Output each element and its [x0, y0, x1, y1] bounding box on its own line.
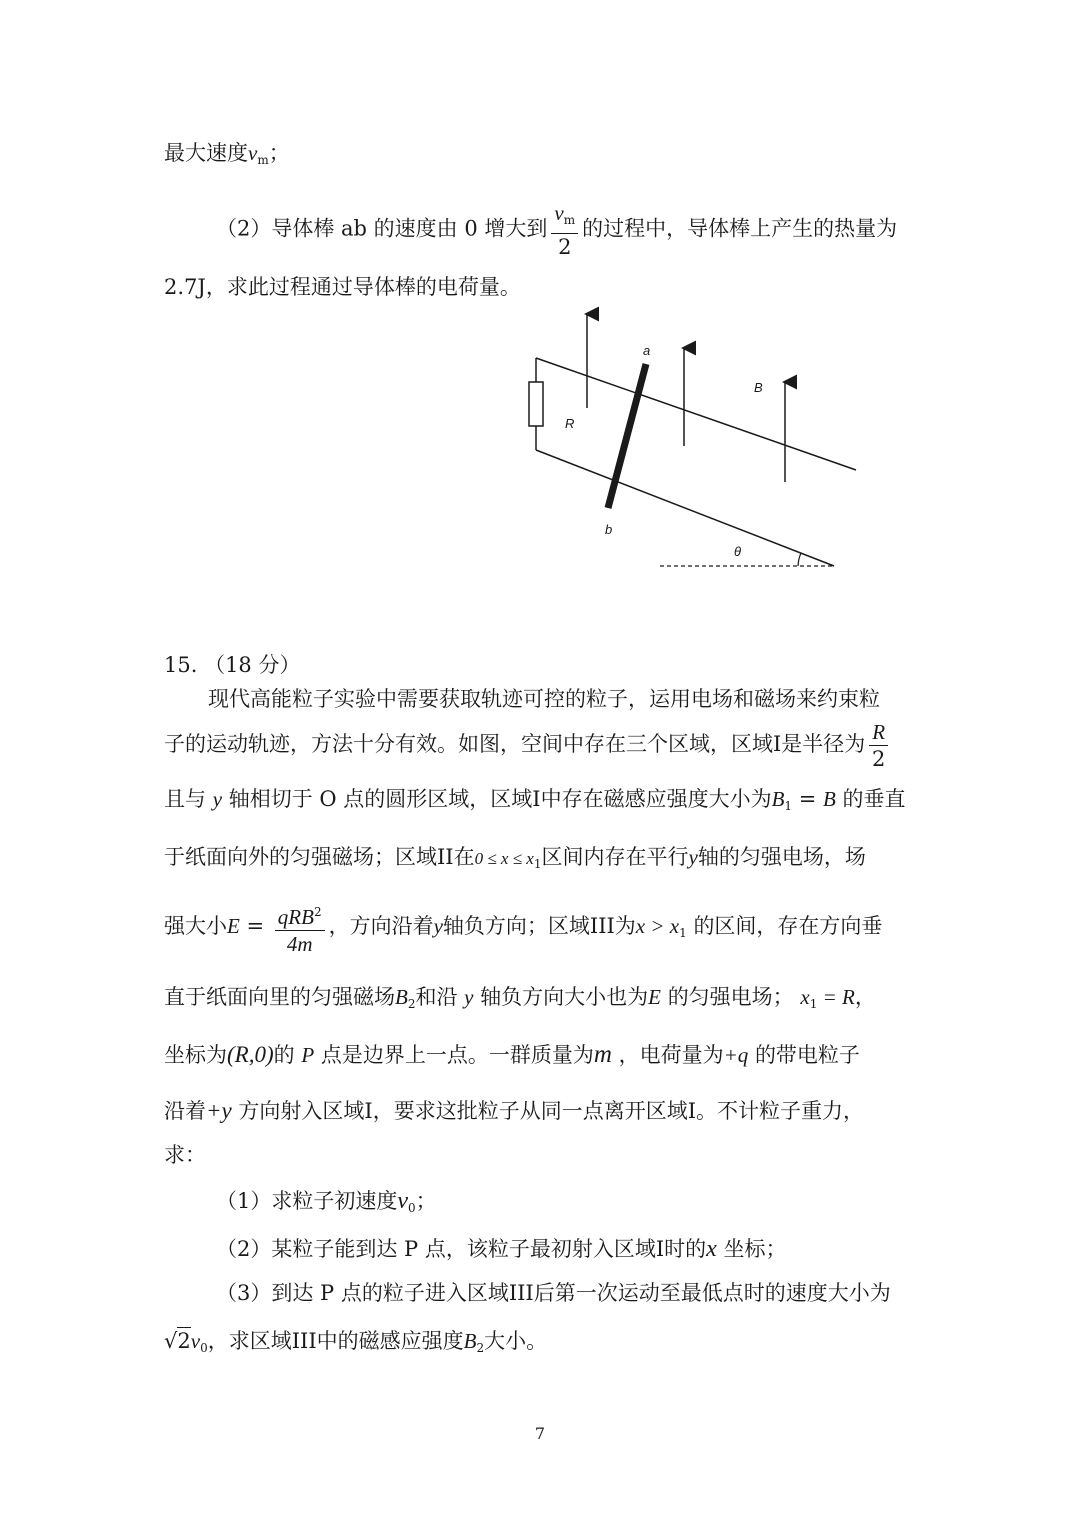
vm-sub: m [257, 153, 269, 167]
label-a: a [643, 343, 651, 358]
text: ，求区域III中的磁感应强度 [207, 1329, 464, 1353]
text: 的过程中，导体棒上产生的热量为 [582, 216, 898, 241]
text: B [771, 787, 785, 811]
text: 大小。 [484, 1329, 548, 1353]
text: 最大速度 [164, 141, 248, 165]
text: 2 [872, 747, 886, 771]
text: 1 [784, 799, 793, 813]
text: 且与 [164, 787, 206, 811]
q15-line4 [164, 842, 866, 879]
text: B [823, 787, 836, 811]
text: 0 [200, 1341, 208, 1355]
fraction-field-strength [275, 899, 325, 957]
fraction-vm-over-2 [551, 200, 578, 260]
text: 坐标； [723, 1237, 787, 1261]
q15-part3-cont [164, 1326, 547, 1363]
text: （1）求粒子初速度 [216, 1189, 398, 1213]
text: 区间内存在平行 [541, 845, 689, 869]
text: 0 [408, 1201, 416, 1215]
text: +q [723, 1043, 749, 1067]
text: 轴相切于 O 点的圆形区域，区域I中存在磁感应强度大小为 [228, 787, 772, 811]
sqrt-sign: √ [164, 1329, 178, 1353]
text: v [397, 1188, 409, 1214]
q15-line6 [164, 982, 876, 1019]
fraction-R-over-2 [869, 719, 888, 772]
angle-arc [798, 553, 801, 566]
text: 直于纸面向里的匀强磁场 [164, 985, 395, 1009]
text: 2 [558, 235, 572, 259]
text: （3）到达 P 点的粒子进入区域III后第一次运动至最低点时的速度大小为 [216, 1281, 891, 1305]
text: 2 [313, 904, 322, 919]
text: y [688, 845, 698, 869]
page-number: 7 [534, 1424, 546, 1443]
text: 1 [809, 997, 818, 1011]
text: = [239, 914, 271, 938]
q15-part3 [216, 1278, 891, 1308]
inclined-rails-diagram [520, 300, 880, 590]
lower-rail [536, 450, 834, 566]
text: v [554, 201, 564, 225]
text: (R,0) [227, 1042, 274, 1067]
q14-part2 [216, 200, 897, 260]
q15-part2 [216, 1234, 786, 1264]
text: x > x [635, 914, 680, 938]
label-R: R [565, 416, 575, 431]
text: ， [854, 985, 876, 1009]
text: 轴负方向；区域III为 [442, 914, 636, 938]
text: 和沿 [415, 985, 458, 1009]
q15-line8 [164, 1096, 864, 1126]
text: qRB [277, 904, 314, 929]
q15-line1 [208, 684, 880, 714]
text: 4m [286, 931, 313, 956]
q15-header [164, 650, 300, 680]
text: 现代高能粒子实验中需要获取轨迹可控的粒子，运用电场和磁场来约束粒 [208, 687, 880, 711]
text: 0 ≤ x ≤ x [474, 849, 534, 868]
text: B [463, 1329, 477, 1353]
text: 的带电粒子 [754, 1043, 860, 1067]
text: B [395, 985, 408, 1009]
text: = [792, 787, 823, 811]
text: ； [415, 1189, 437, 1213]
text: ，电荷量为 [618, 1043, 724, 1067]
text: m [593, 1041, 612, 1068]
label-B: B [754, 380, 763, 395]
q15-line7 [164, 1040, 860, 1070]
text: 轴的匀强电场，场 [697, 845, 866, 869]
vm-symbol: v [248, 141, 258, 165]
upper-rail [536, 358, 856, 470]
text: 15. （18 分） [164, 653, 301, 677]
text: 轴负方向大小也为 [480, 985, 649, 1009]
text: y [433, 914, 443, 938]
text: 的匀强电场； [667, 985, 794, 1009]
text: v [190, 1329, 201, 1353]
text: 强大小 [164, 914, 227, 938]
q14-line-max-speed [164, 138, 290, 175]
text: （2）某粒子能到达 P 点，该粒子最初射入区域I时的 [216, 1237, 707, 1261]
text: x [800, 985, 810, 1009]
text: m [563, 213, 576, 227]
label-theta: θ [734, 544, 742, 559]
text: = R [817, 985, 855, 1009]
text: ，方向沿着 [328, 914, 434, 938]
text: 坐标为 [164, 1043, 227, 1067]
text: 的区间，存在方向垂 [693, 914, 883, 938]
label-b: b [605, 522, 613, 537]
text: 2 [177, 1329, 191, 1353]
text: 方向射入区域I，要求这批粒子从同一点离开区域I。不计粒子重力， [238, 1099, 865, 1123]
text: 沿着 [164, 1099, 206, 1123]
text: E [227, 914, 240, 938]
q15-line2 [164, 718, 892, 772]
text: 于纸面向外的匀强磁场；区域II在 [164, 845, 475, 869]
text: E [648, 985, 661, 1009]
q15-line5 [164, 898, 882, 961]
q15-line9 [164, 1140, 206, 1170]
text: +y [206, 1098, 232, 1123]
text: 的 [273, 1043, 295, 1067]
text: 2.7J，求此过程通过导体棒的电荷量。 [164, 275, 521, 299]
text: R [869, 719, 888, 746]
text: （2）导体棒 ab 的速度由 0 增大到 [216, 216, 548, 241]
text: 2 [407, 997, 416, 1011]
text: P [301, 1043, 315, 1067]
text: y [464, 985, 474, 1009]
text: y [212, 787, 223, 811]
text: 点是边界上一点。一群质量为 [320, 1043, 594, 1067]
text: 1 [679, 926, 687, 940]
text: x [706, 1236, 717, 1262]
text: 的垂直 [842, 787, 906, 811]
q14-line3 [164, 272, 521, 302]
text: 1 [533, 857, 542, 871]
text: 2 [476, 1341, 485, 1355]
q15-part1 [216, 1186, 437, 1223]
q15-line3 [164, 784, 906, 821]
text: 求： [164, 1143, 206, 1167]
resistor [529, 382, 543, 426]
text: 子的运动轨迹，方法十分有效。如图，空间中存在三个区域，区域I是半径为 [164, 732, 866, 756]
text: ； [268, 141, 290, 165]
